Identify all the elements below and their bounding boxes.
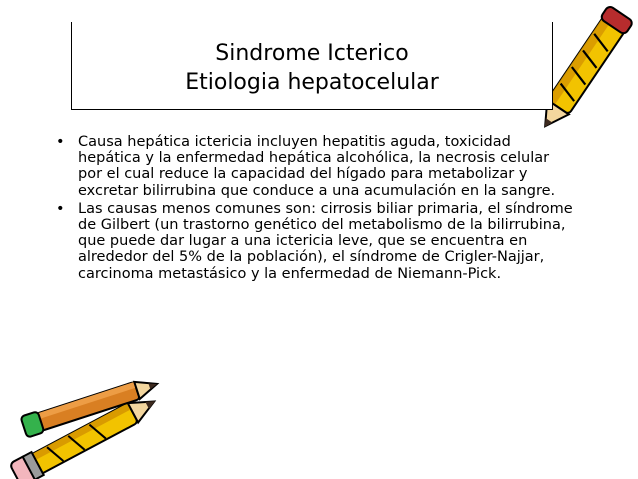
bullet-item <box>56 134 576 199</box>
bullet-text: Las causas menos comunes son: cirrosis biliar primaria, el síndrome de Gilbert (un trastorno genético del metabolismo de la bilirrubina, que puede dar lugar a una ictericia leve, que se encuentra en alrededor del 5% de la población), el síndrome de Crigler-Najjar, carcinoma metastásico y la enfermedad de Niemann-Pick. <box>78 200 573 282</box>
slide-title: Sindrome Icterico <box>215 41 409 66</box>
bullet-marker: • <box>56 200 65 217</box>
bullet-item <box>56 201 576 282</box>
bullet-marker: • <box>56 134 65 150</box>
slide-subtitle: Etiologia hepatocelular <box>185 70 439 95</box>
bullet-text: Causa hepática ictericia incluyen hepatitis aguda, toxicidad hepática y la enfermedad hepática alcohólica, la necrosis celular por el cual reduce la capacidad del hígado para metabolizar y excretar bilirrubina que conduce a una acumulación en la sangre. <box>78 134 556 199</box>
title-box <box>71 22 553 110</box>
pencils-icon <box>0 352 175 479</box>
bullet-list <box>56 134 576 284</box>
